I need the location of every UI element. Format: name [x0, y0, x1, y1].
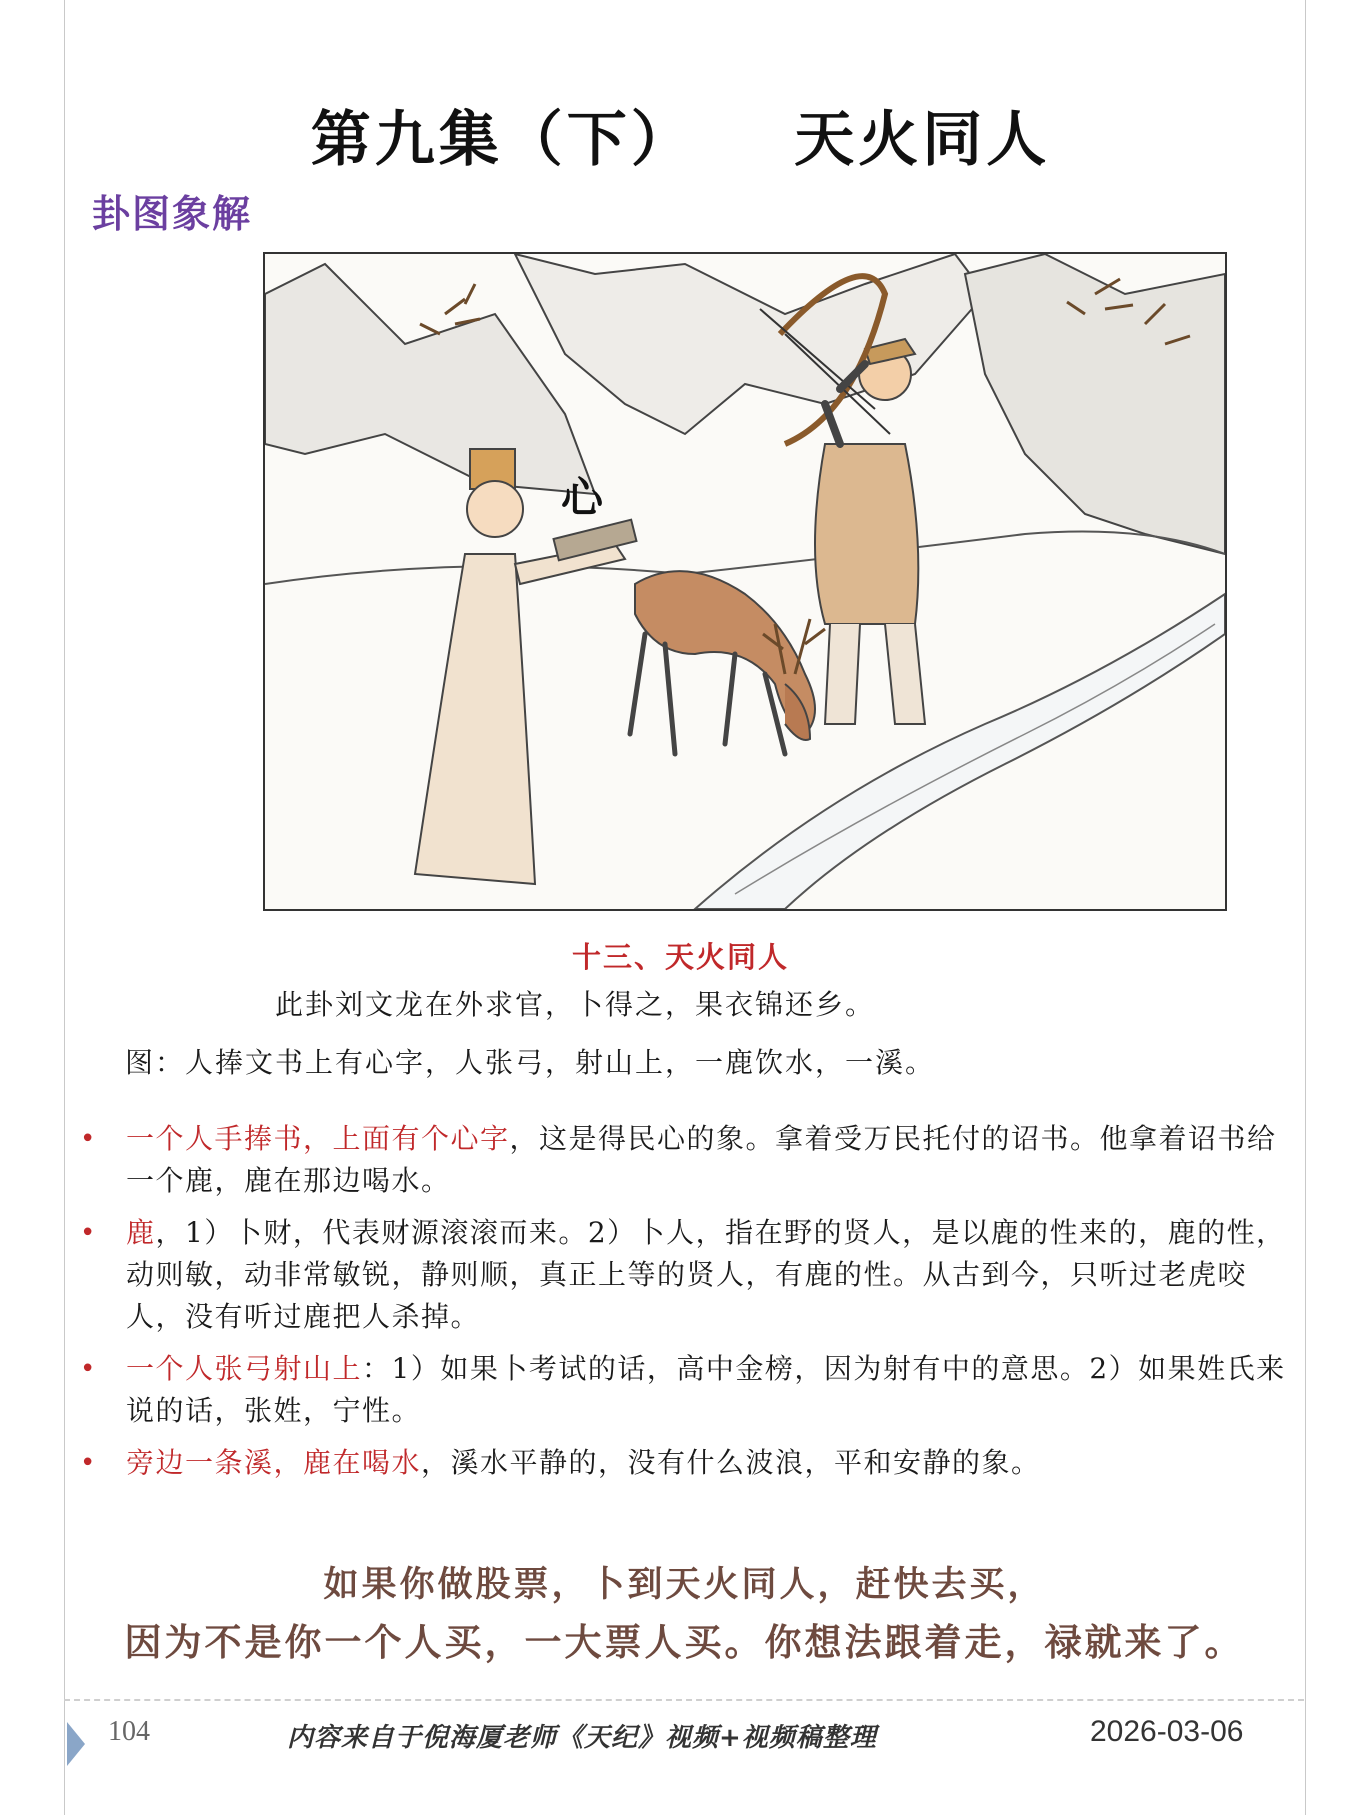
triangle-marker-icon: [67, 1722, 85, 1766]
footer-date: 2026-03-06: [1090, 1715, 1244, 1748]
deer-figure: [630, 571, 825, 754]
ground-ridge: [265, 532, 1225, 585]
body-text: ，这是得民心的象。拿着受万民托付的诏书。他拿着诏书给一个鹿，鹿在那边喝水。: [126, 1122, 1277, 1197]
body-text: ，溪水平静的，没有什么波浪，平和安静的象。: [421, 1446, 1041, 1479]
mountain-center: [515, 254, 985, 434]
image-caption: 图：人捧文书上有心字，人张弓，射山上，一鹿饮水，一溪。: [125, 1046, 936, 1079]
page-border-left: [64, 0, 65, 1815]
highlight-text: 一个人张弓射山上: [126, 1352, 363, 1385]
heart-glyph: 心: [561, 473, 604, 522]
hexagram-subtitle: 十三、天火同人: [571, 940, 789, 974]
list-item: [78, 1348, 1298, 1432]
intro-text: 此卦刘文龙在外求官，卜得之，果衣锦还乡。: [275, 988, 876, 1021]
bullet-dot: •: [80, 1124, 97, 1154]
highlight-text: 旁边一条溪，鹿在喝水: [126, 1446, 422, 1479]
page-title: 第九集（下） 天火同人: [310, 105, 1051, 175]
hexagram-illustration: [263, 252, 1227, 911]
highlight-text: 鹿: [126, 1216, 156, 1249]
bullet-dot: •: [80, 1218, 97, 1248]
list-item: [78, 1442, 1298, 1484]
illustration-svg: [265, 254, 1225, 909]
conclusion-line-2: 因为不是你一个人买，一大票人买。你想法跟着走，禄就来了。: [124, 1621, 1245, 1664]
page-number: 104: [108, 1716, 150, 1747]
list-item: [78, 1212, 1298, 1338]
body-text: ：1）如果卜考试的话，高中金榜，因为射有中的意思。2）如果姓氏来说的话，张姓，宁性。: [126, 1352, 1286, 1427]
highlight-text: 一个人手捧书，上面有个心字: [126, 1122, 510, 1155]
bullet-dot: •: [80, 1354, 97, 1384]
conclusion-line-1: 如果你做股票，卜到天火同人，赶快去买，: [323, 1565, 1046, 1605]
bullet-dot: •: [80, 1448, 97, 1478]
section-label: 卦图象解: [92, 192, 253, 236]
list-item: [78, 1118, 1298, 1202]
scholar-figure: [415, 449, 636, 884]
mountain-right: [965, 254, 1225, 554]
source-note: 内容来自于倪海厦老师《天纪》视频+视频稿整理: [287, 1723, 877, 1753]
body-text: ，1）卜财，代表财源滚滚而来。2）卜人，指在野的贤人，是以鹿的性来的，鹿的性，动则敏，动非常敏锐，静则顺，真正上等的贤人，有鹿的性。从古到今，只听过老虎咬人，没有听过鹿把人杀掉。: [126, 1216, 1286, 1333]
footer-divider: [64, 1699, 1304, 1701]
interpretation-list: [78, 1118, 1298, 1494]
page-border-right: [1305, 0, 1306, 1815]
